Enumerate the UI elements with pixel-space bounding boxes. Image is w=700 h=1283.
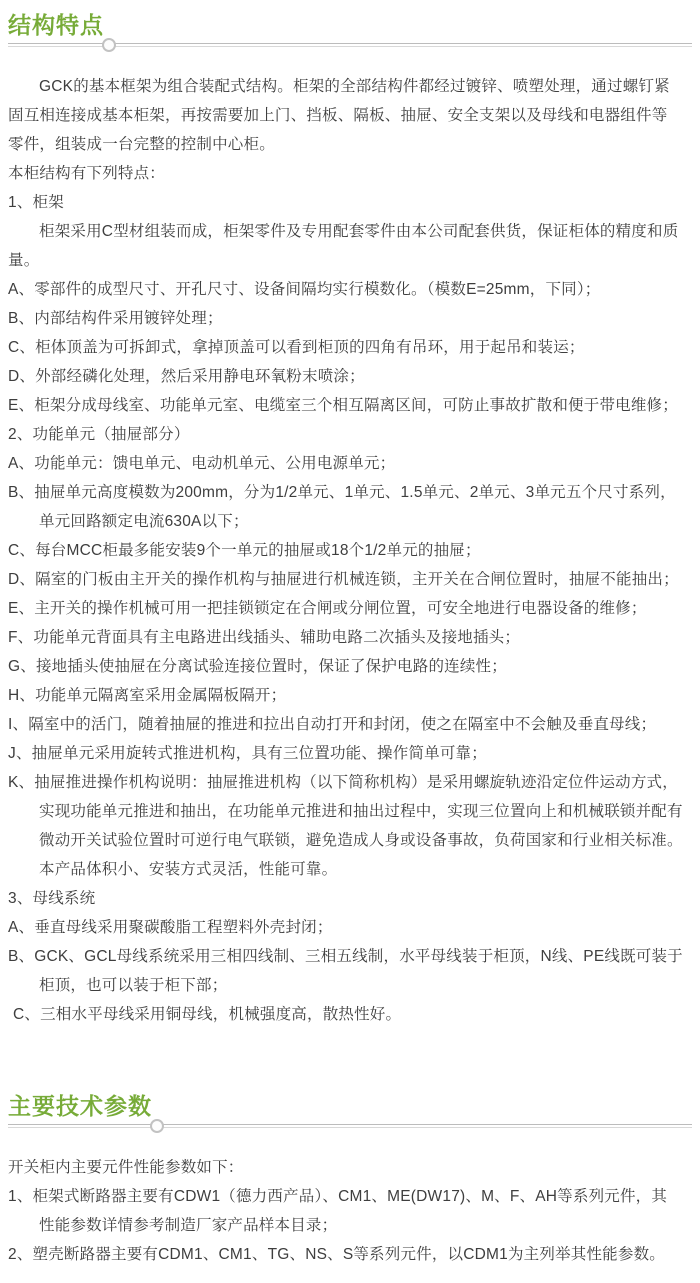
section-title: 主要技术参数: [8, 1093, 152, 1119]
text-line: A、零部件的成型尺寸、开孔尺寸、设备间隔均实行模数化。（模数E=25mm，下同）；: [8, 281, 601, 298]
text-line: 本柜结构有下列特点：: [8, 165, 166, 182]
text-line: 量。: [8, 252, 40, 269]
text-line: 柜架采用C型材组装而成，柜架零件及专用配套零件由本公司配套供货，保证柜体的精度和质: [39, 223, 679, 240]
text-line: 1、柜架: [8, 194, 64, 211]
text-line: E、主开关的操作机械可用一把挂锁锁定在合闸或分闸位置，可安全地进行电器设备的维修；: [8, 600, 647, 617]
text-line: E、柜架分成母线室、功能单元室、电缆室三个相互隔离区间，可防止事故扩散和便于带电维修；: [8, 397, 678, 414]
text-line: A、功能单元：馈电单元、电动机单元、公用电源单元；: [8, 455, 396, 472]
text-line: J、抽屉单元采用旋转式推进机构，具有三位置功能、操作简单可靠；: [8, 745, 487, 762]
text-line: A、垂直母线采用聚碳酸脂工程塑料外壳封闭；: [8, 919, 333, 936]
text-line: F、功能单元背面具有主电路进出线插头、辅助电路二次插头及接地插头；: [8, 629, 521, 646]
section-header: [8, 1093, 692, 1128]
text-line: 实现功能单元推进和抽出，在功能单元推进和抽出过程中，实现三位置向上和机械联锁并配有: [39, 803, 683, 820]
text-line: 固互相连接成基本柜架，再按需要加上门、挡板、隔板、抽屉、安全支架以及母线和电器组件等: [8, 107, 668, 124]
section-header: [8, 12, 692, 47]
text-line: K、抽屉推进操作机构说明：抽屉推进机构（以下简称机构）是采用螺旋轨迹沿定位件运动方式，: [8, 774, 678, 791]
text-line: 零件，组装成一台完整的控制中心柜。: [8, 136, 275, 153]
section-divider: [8, 1124, 692, 1128]
text-line: C、三相水平母线采用铜母线，机械强度高，散热性好。: [13, 1006, 402, 1023]
content-section: [0, 1093, 700, 1269]
text-line: 2、塑壳断路器主要有CDM1、CM1、TG、NS、S等系列元件，以CDM1为主列举其性能参数。: [8, 1246, 665, 1263]
text-line: GCK的基本框架为组合装配式结构。柜架的全部结构件都经过镀锌、喷塑处理，通过螺钉紧: [39, 78, 670, 95]
text-line: 单元回路额定电流630A以下；: [39, 513, 249, 530]
text-line: B、GCK、GCL母线系统采用三相四线制、三相五线制，水平母线装于柜顶，N线、PE线既可装于: [8, 948, 683, 965]
text-line: D、隔室的门板由主开关的操作机构与抽屉进行机械连锁，主开关在合闸位置时，抽屉不能抽出；: [8, 571, 679, 588]
text-line: 2、功能单元（抽屉部分）: [8, 426, 190, 443]
section-title: 结构特点: [8, 12, 104, 38]
text-line: B、抽屉单元高度模数为200mm，分为1/2单元、1单元、1.5单元、2单元、3单元五个尺寸系列，: [8, 484, 676, 501]
text-line: 本产品体积小、安装方式灵活，性能可靠。: [39, 861, 338, 878]
text-line: C、每台MCC柜最多能安装9个一单元的抽屉或18个1/2单元的抽屉；: [8, 542, 481, 559]
text-line: C、柜体顶盖为可拆卸式，拿掉顶盖可以看到柜顶的四角有吊环，用于起吊和装运；: [8, 339, 585, 356]
divider-knob-icon: [102, 38, 116, 52]
section-body: [8, 72, 692, 1029]
section-divider: [8, 43, 692, 47]
text-line: 微动开关试验位置时可逆行电气联锁，避免造成人身或设备事故，负荷国家和行业相关标准。: [39, 832, 683, 849]
text-line: D、外部经磷化处理，然后采用静电环氧粉末喷涂；: [8, 368, 365, 385]
text-line: I、隔室中的活门，随着抽屉的推进和拉出自动打开和封闭，使之在隔室中不会触及垂直母线；: [8, 716, 657, 733]
text-line: B、内部结构件采用镀锌处理；: [8, 310, 223, 327]
text-line: G、接地插头使抽屉在分离试验连接位置时，保证了保护电路的连续性；: [8, 658, 507, 675]
section-body: [8, 1153, 692, 1269]
content-section: [0, 12, 700, 1029]
divider-knob-icon: [150, 1119, 164, 1133]
text-line: 1、柜架式断路器主要有CDW1（德力西产品）、CM1、ME(DW17)、M、F、AH等系列元件，其: [8, 1188, 668, 1205]
text-line: 3、母线系统: [8, 890, 96, 907]
text-line: 开关柜内主要元件性能参数如下：: [8, 1159, 244, 1176]
text-line: 性能参数详情参考制造厂家产品样本目录；: [39, 1217, 338, 1234]
text-line: H、功能单元隔离室采用金属隔板隔开；: [8, 687, 287, 704]
text-line: 柜顶，也可以装于柜下部；: [39, 977, 228, 994]
